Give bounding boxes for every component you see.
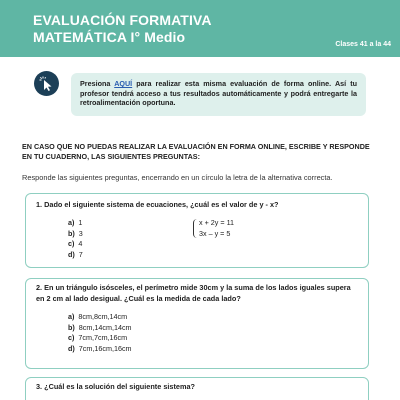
document-title: EVALUACIÓN FORMATIVA: [33, 12, 212, 28]
option-letter: b): [68, 228, 75, 238]
question-3-text: 3. ¿Cuál es la solución del siguiente sistema?: [36, 382, 195, 391]
question-1-box: [25, 193, 369, 268]
answer-instructions: Responde las siguientes preguntas, encerrando en un círculo la letra de la alternativa correcta.: [22, 173, 333, 182]
option-c[interactable]: [68, 333, 132, 344]
online-evaluation-link[interactable]: AQUÍ: [114, 79, 133, 88]
option-value: 1: [78, 218, 83, 227]
equation-2: 3x – y = 5: [199, 228, 231, 238]
option-letter: d): [68, 343, 75, 353]
option-value: 7: [78, 249, 83, 259]
option-letter: a): [68, 218, 75, 227]
option-a[interactable]: [68, 312, 132, 323]
question-2-box: [25, 278, 369, 369]
question-2-text: 2. En un triángulo isósceles, el perímetro mide 30cm y la suma de los lados iguales supera en 2 cm al lado desigual. ¿Cuál es la medida de cada lado?: [36, 283, 351, 303]
offline-instructions: EN CASO QUE NO PUEDAS REALIZAR LA EVALUACIÓN EN FORMA ONLINE, ESCRIBE Y RESPONDE EN TU CUADERNO, LAS SIGUIENTES PREGUNTAS:: [22, 142, 370, 161]
option-letter: b): [68, 322, 75, 332]
option-letter: c): [68, 333, 75, 343]
online-evaluation-notice: [71, 73, 366, 116]
classes-label: Clases 41 a la 44: [335, 41, 391, 48]
system-brace: [193, 219, 198, 238]
option-b[interactable]: [68, 323, 132, 334]
mouse-click-icon: [34, 71, 59, 96]
question-2-options: [68, 312, 132, 354]
equation-system: [193, 218, 234, 239]
option-value: 7cm,7cm,16cm: [78, 333, 128, 343]
notice-text-before: Presiona: [80, 79, 115, 88]
question-1-text: 1. Dado el siguiente sistema de ecuaciones, ¿cuál es el valor de y - x?: [36, 200, 279, 209]
option-letter: d): [68, 249, 75, 259]
option-letter: a): [68, 312, 75, 321]
notice-text-after: para realizar esta misma evaluación de forma online. Así tu profesor tendrá acceso a tus resultados automáticamente y podrá entregarte la retroalimentación oportuna.: [80, 79, 358, 108]
option-value: 4: [78, 239, 83, 249]
option-value: 3: [78, 228, 83, 238]
option-b[interactable]: [68, 229, 83, 240]
question-3-box: [25, 377, 369, 400]
option-value: 8cm,8cm,14cm: [78, 312, 128, 321]
option-a[interactable]: [68, 218, 83, 229]
option-d[interactable]: [68, 250, 83, 261]
question-1-options: [68, 218, 83, 260]
option-value: 8cm,14cm,14cm: [78, 322, 132, 332]
equation-1: x + 2y = 11: [199, 218, 235, 227]
header-banner: [0, 0, 400, 57]
document-subtitle: MATEMÁTICA I° Medio: [33, 29, 186, 45]
option-value: 7cm,16cm,16cm: [78, 343, 132, 353]
option-letter: c): [68, 239, 75, 249]
option-c[interactable]: [68, 239, 83, 250]
option-d[interactable]: [68, 344, 132, 355]
